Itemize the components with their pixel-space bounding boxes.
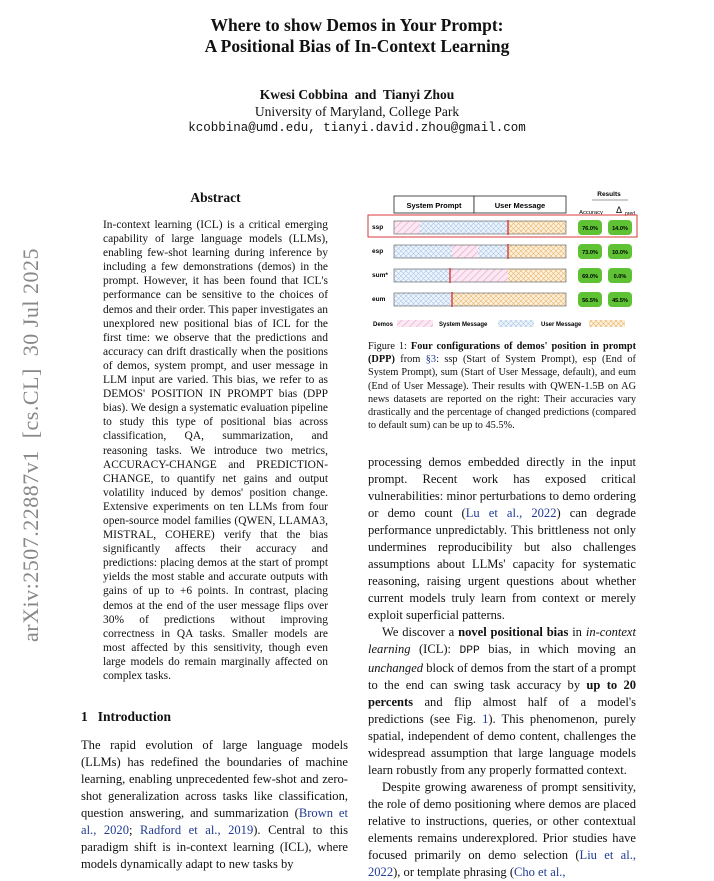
bold-run: novel positional bias (458, 625, 569, 639)
italic-run: in-context learning (368, 625, 636, 656)
arxiv-stamp: arXiv:2507.22887v1 [cs.CL] 30 Jul 2025 (18, 248, 43, 642)
text-run: bias, in which moving an (479, 642, 636, 656)
caption-bold: Four configurations of demos' position in prompt (DPP) (368, 341, 636, 366)
italic-run: unchanged (368, 661, 424, 675)
results-label: Results (597, 191, 621, 198)
abstract-heading: Abstract (190, 190, 241, 205)
row-segment (394, 245, 452, 258)
text-run: The rapid evolution of large language models (LLMs) has redefined the boundaries of machine learning, enabling unprecedented few-shot and zero-shot generalization across tasks like classification, question answering, and summarization ( (81, 738, 348, 820)
intro-paragraph-4 (368, 779, 636, 881)
text-run: from (394, 354, 426, 366)
accuracy-value: 76.0% (582, 226, 598, 232)
intro-paragraph-1 (81, 737, 348, 873)
caption-label: Figure 1: (368, 341, 411, 352)
header-system-label: System Prompt (406, 201, 462, 210)
section-link[interactable]: §3 (425, 354, 437, 366)
row-label: esp (372, 248, 384, 255)
intro-paragraph-2 (368, 454, 636, 624)
section-number: 1 (81, 709, 88, 724)
intro-left-column (81, 737, 348, 873)
row-label: eum (372, 296, 386, 303)
text-run: (ICL): (410, 642, 460, 656)
citation-link-cho[interactable]: Cho et al., (514, 865, 566, 879)
header-user-label: User Message (494, 201, 546, 210)
author-block (0, 86, 714, 137)
author-emails: kcobbina@umd.edu, tianyi.david.zhou@gmail.com (188, 121, 526, 135)
accuracy-value: 69.0% (582, 274, 598, 280)
legend-user-swatch (589, 320, 625, 327)
accuracy-value: 56.5% (582, 298, 598, 304)
caption-rest: : ssp (Start of System Prompt), esp (End of System Prompt), sum (Start of User Message, default), and eum (End of User Message). Their results with QWEN-1.5B on AG news datasets are reported on the right: Their accuracies vary drastically and the percentage of changed predictions (compared to default sum) can be up to 45.5%. (368, 354, 636, 432)
row-label: ssp (372, 224, 384, 231)
row-segment (452, 293, 508, 306)
text-run: ) can degrade performance unpredictably. This brittleness not only undermines reproducibility but also challenges assumptions about LLMs' capacity for systematic reasoning, raising urgent questions about whether current models truly learn from context or merely exploit superficial patterns. (368, 506, 636, 622)
accuracy-label: Accuracy (579, 210, 603, 216)
row-segment (394, 293, 452, 306)
affiliation: University of Maryland, College Park (254, 104, 460, 119)
row-segment (508, 221, 566, 234)
title-line-1: Where to show Demos in Your Prompt: (210, 15, 504, 35)
accuracy-value: 73.0% (582, 250, 598, 256)
paper-title (0, 15, 714, 57)
section-heading-introduction (81, 709, 181, 725)
row-segment (478, 245, 508, 258)
abstract-paragraph: In-context learning (ICL) is a critical emerging capability of large language models (LLMs), enabling few-shot learning during inference by including a few demonstrations (demos) in the prompt. However, it has been found that ICL's performance can be sensitive to the choices of demos and their order. This paper investigates an unexplored new positional bias of ICL for the first time: we observe that the predictions and accuracy can drift drastically when the positions of demos, system prompt, and user message in LLM input are varied. This bias, we refer to as DEMOS' POSITION IN PROMPT bias (DPP bias). We design a systematic evaluation pipeline to study this type of positional bias across classification, QA, summarization, and reasoning tasks. We introduce two metrics, ACCURACY-CHANGE and PREDICTION-CHANGE, to quantify net gains and output volatility induced by demos' position change. Extensive experiments on ten LLMs from four open-source model families (QWEN, LLAMA3, MISTRAL, COHERE) verify that the bias significantly affects their accuracy and predictions: placing demos at the start of prompt yields the most stable and accurate outputs with gains of up to +6 points. In contrast, placing demos at the end of the user message flips over 30% of predictions without improving correctness in QA tasks. Smaller models are most affected by this sensitivity, though even large models do remain marginally affected on complex tasks. (103, 219, 328, 682)
row-label: sum* (372, 272, 388, 279)
text-run: and flip almost half of a model's predictions (see Fig. (368, 695, 636, 726)
section-title: Introduction (97, 709, 172, 724)
legend-user-label: User Message (541, 322, 582, 328)
figure-caption (368, 340, 636, 432)
figure-link[interactable]: 1 (482, 712, 489, 726)
author-names: Kwesi Cobbina and Tianyi Zhou (259, 87, 455, 102)
citation-link-radford[interactable]: Radford et al., 2019 (140, 823, 254, 837)
row-segment (394, 269, 450, 282)
text-run: block of demos from the start of a prompt to the end can swing task accuracy by (368, 661, 636, 692)
abstract-text (103, 218, 328, 683)
title-line-2: A Positional Bias of In-Context Learning (204, 36, 510, 56)
delta-value: 45.5% (612, 298, 628, 304)
dpp-rows (372, 220, 632, 307)
legend-system-swatch (498, 320, 534, 327)
text-run: ). Central to this paradigm shift is in-context learning (ICL), where models dynamically adapt to new tasks by (81, 823, 348, 871)
row-segment (450, 269, 508, 282)
row-segment (508, 269, 566, 282)
row-segment (508, 293, 566, 306)
caption-text (368, 340, 636, 432)
delta-value: 0.0% (613, 274, 627, 280)
row-segment (474, 221, 508, 234)
intro-right-column (368, 454, 636, 881)
legend-system-label: System Message (439, 322, 488, 328)
citation-link-liu[interactable]: Liu et al., 2022 (368, 848, 636, 879)
text-run: ), or template phrasing ( (393, 865, 514, 879)
delta-label: Δ (615, 205, 623, 215)
legend-demos-swatch (397, 320, 433, 327)
pred-label: pred (625, 211, 636, 217)
text-run: Despite growing awareness of prompt sensitivity, the role of demo positioning where demos are placed relative to instructions, queries, or other contextual elements remains underexplored. Prior studies have focused primarily on demo selection ( (368, 780, 636, 862)
text-run: processing demos embedded directly in the input prompt. Recent work has exposed critical vulnerabilities: minor perturbations to demo ordering or demo count ( (368, 455, 636, 520)
text-run: ). This phenomenon, purely spatial, independent of demo content, challenges the widespread assumption that large language models learn robustly from any properly formatted context. (368, 712, 637, 777)
text-run: ; (128, 823, 140, 837)
text-run: We discover a (382, 625, 459, 639)
row-segment (452, 245, 478, 258)
intro-paragraph-3 (368, 624, 636, 779)
citation-link-lu[interactable]: Lu et al., 2022 (465, 506, 557, 520)
citation-link-brown[interactable]: Brown et al., 2020 (81, 806, 348, 837)
row-segment (394, 221, 420, 234)
bold-run: up to 20 percents (368, 678, 636, 709)
legend-demos-label: Demos (373, 322, 394, 328)
mono-run: DPP (459, 645, 480, 657)
delta-value: 10.0% (612, 250, 628, 256)
text-run: in (568, 625, 586, 639)
row-segment (508, 245, 566, 258)
figure-1 (366, 186, 640, 336)
delta-value: 14.0% (612, 226, 628, 232)
row-segment (420, 221, 474, 234)
